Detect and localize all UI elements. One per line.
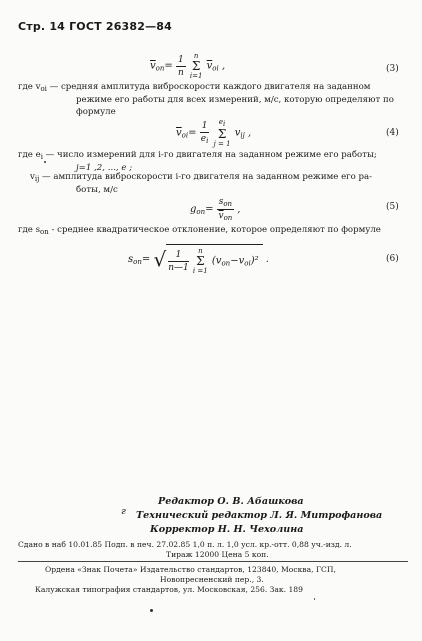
equation-4: $\overline{v}_{oi}=$ $\frac{1}{e_i}$ ei Σ j = 1 $v_{ij}$ , [176,118,252,148]
divider [18,561,408,562]
fraction: $\frac{1}{n}$ [177,54,184,78]
scan-speck [314,598,315,600]
scan-speck [150,609,153,612]
equation-number-4: (4) [386,128,399,138]
definition-s-on: где $s_{on}$ - среднее квадратическое отклонение, которое определяют по формуле [18,225,381,236]
corrector-line: Корректор Н. Н. Чехолина [150,524,304,535]
margin-mark: г [121,506,126,517]
imprint-line-4: Новопресненский пер., 3. [160,575,264,584]
equation-6: $s_{on}=$ √ $\frac{1}{n—1}$ n Σ i =1 $(v_{on}-v_{oi})^2$ . [128,244,269,275]
sum-symbol: n Σ i =1 [192,247,208,275]
sum-symbol: ei Σ j = 1 [213,118,231,148]
definition-v-ij: $v_{ij}$ — амплитуда виброскорости i-го двигателя на заданном режиме его ра- боты, м/с [30,172,373,196]
sqrt-sign: √ [153,247,167,272]
imprint-line-2: Тираж 12000 Цена 5 коп. [166,550,269,559]
definition-v-oi: где $v_{oi}$ — средняя амплитуда виброскорости каждого двигателя на заданном режиме его работы для всех измерений, м/с, которую определяют по формуле [18,82,394,117]
equation-3: $\overline{v}_{on}=$ $\frac{1}{n}$ n Σ i=1 $\overline{v}_{oi}$ , [150,52,226,80]
fraction: $\frac{1}{n—1}$ [168,249,189,273]
imprint-line-3: Ордена «Знак Почета» Издательство стандартов, 123840, Москва, ГСП, [45,565,336,574]
scan-speck [44,161,46,163]
sqrt-radicand: $\frac{1}{n—1}$ n Σ i =1 $(v_{on}-v_{oi})^2$ [166,244,262,275]
fraction: $\frac{1}{e_i}$ [200,121,209,145]
editor-line: Редактор О. В. Абашкова [158,496,304,507]
equation-number-6: (6) [386,254,399,264]
equation-number-5: (5) [386,202,399,212]
sum-symbol: n Σ i=1 [189,52,203,80]
definition-e-i: где $e_i$ — число измерений для i-го двигателя на заданном режиме его работы; j=1 ,2, ..., e ; [18,150,377,174]
equation-5: $g_{on}=$ $\frac{s_{on}}{\overline{v}_{on}}$ , [190,197,241,222]
imprint-line-1: Сдано в наб 10.01.85 Подп. в печ. 27.02.85 1,0 п. л. 1,0 усл. кр.-отт. 0,88 уч.-изд. л. [18,540,352,549]
equation-number-3: (3) [386,64,399,74]
page-header: Стр. 14 ГОСТ 26382—84 [18,20,173,33]
fraction: $\frac{s_{on}}{\overline{v}_{on}}$ [218,197,233,222]
tech-editor-line: Технический редактор Л. Я. Митрофанова [136,510,383,521]
imprint-line-5: Калужская типография стандартов, ул. Московская, 256. Зак. 189 [35,585,303,594]
